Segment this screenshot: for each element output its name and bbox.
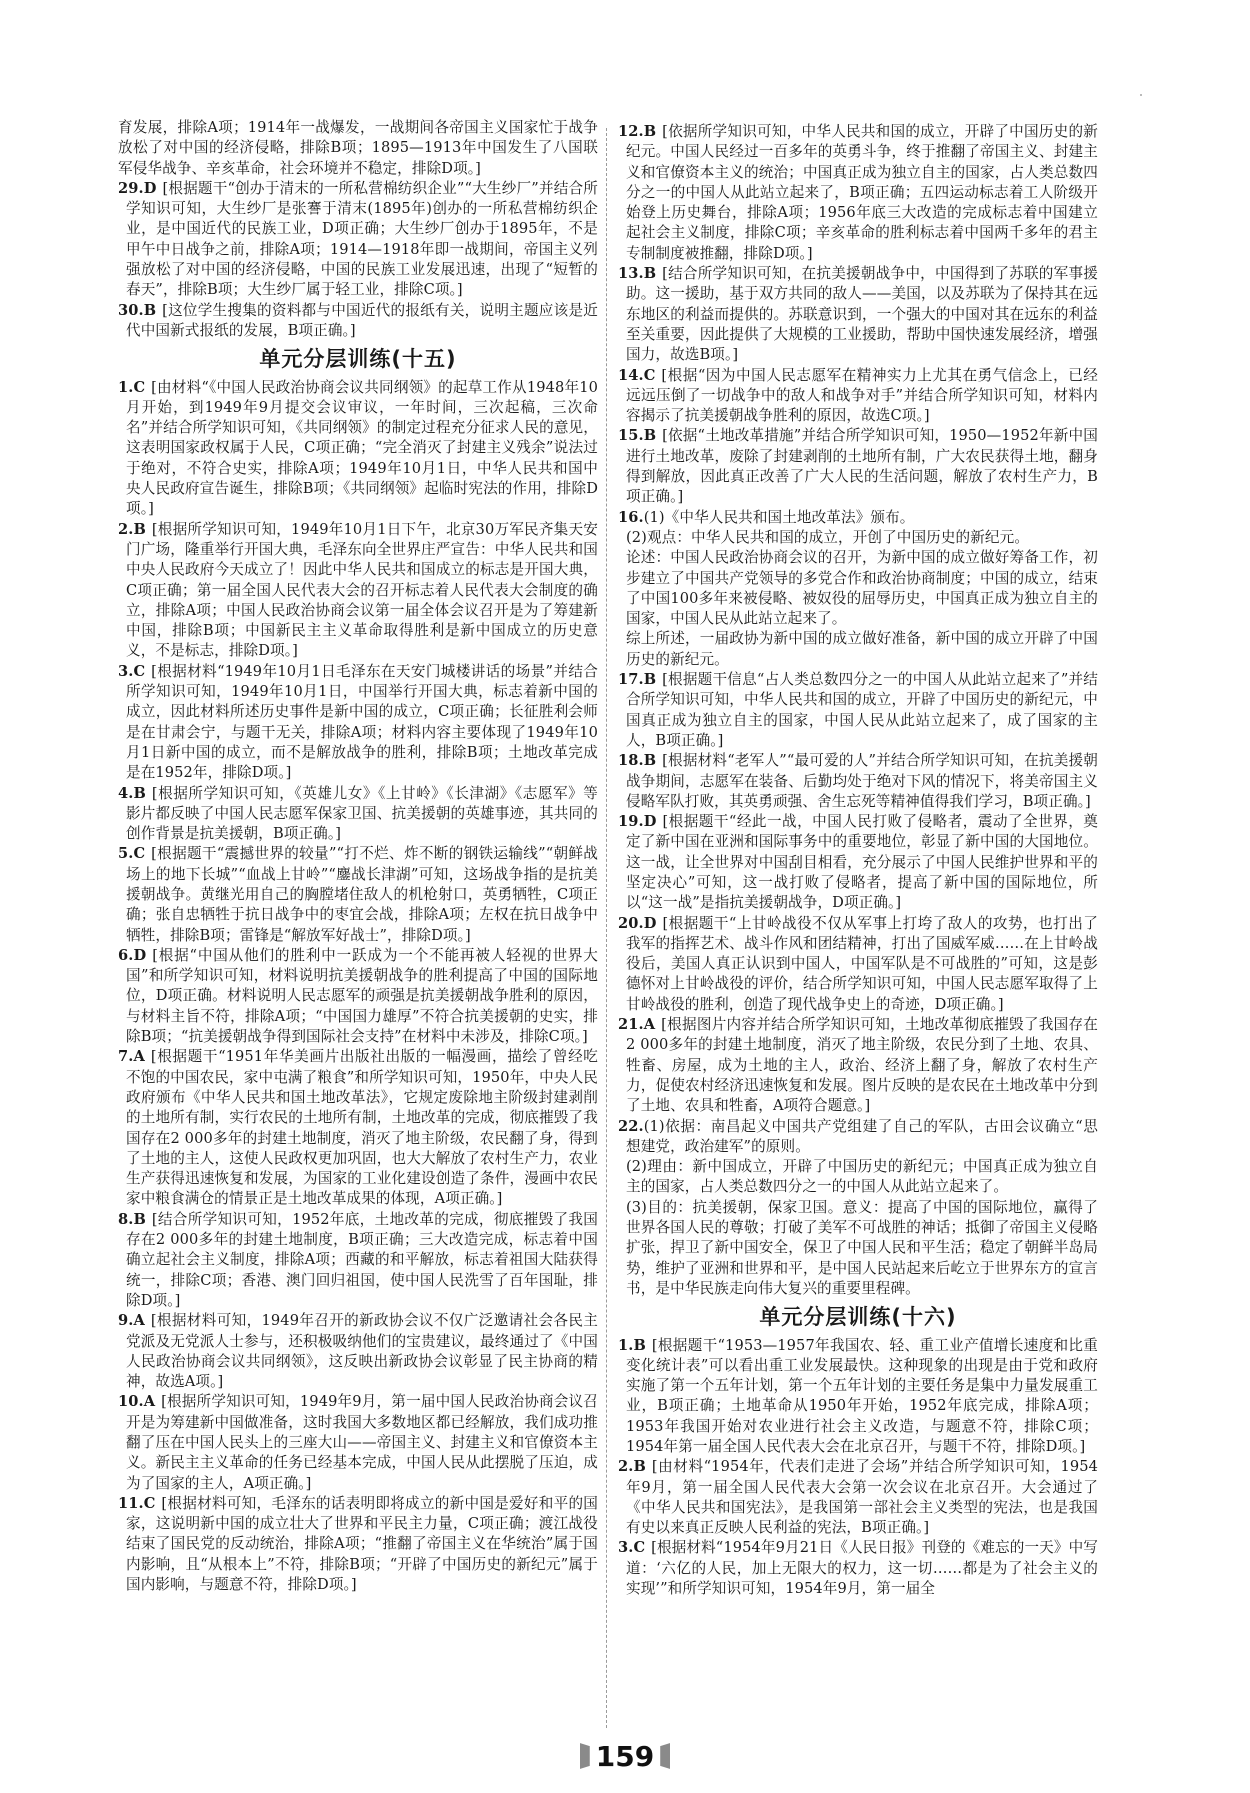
answer-item: [618, 1457, 1098, 1538]
item-number: 6.: [118, 946, 134, 964]
explanation-text: [依据所学知识可知，中华人民共和国的成立，开辟了中国历史的新纪元。中国人民经过一百多年的英勇斗争，终于推翻了帝国主义、封建主义和官僚资本主义的统治；中国真正成为独立自主的国家，占人类总数四分之一的中国人从此站立起来了，B项正确；五四运动标志着工人阶级开始登上历史舞台，排除A项；1956年底三大改造的完成标志着中国建立起社会主义制度，排除C项；辛亥革命的胜利标志着中国两千多年的君主专制制度被推翻，排除D项。]: [626, 123, 1098, 262]
item-number: 8.: [118, 1210, 134, 1228]
item-number: 30.: [118, 301, 144, 319]
item22-part1: (1)依据：南昌起义中国共产党组建了自己的军队，古田会议确立“思想建党，政治建军”的原则。: [626, 1117, 1098, 1155]
answer-letter: B: [633, 1336, 646, 1354]
carryover-paragraph: 育发展，排除A项；1914年一战爆发，一战期间各帝国主义国家忙于战争放松了对中国的经济侵略，排除B项；1895—1913年中国发生了八国联军侵华战争、辛亥革命，社会环境并不稳定，排除D项。]: [118, 119, 598, 177]
item-number: 22.: [618, 1117, 644, 1135]
item-number: 12.: [618, 123, 644, 140]
answer-letter: B: [133, 520, 146, 538]
item-number: 21.: [618, 1016, 644, 1034]
explanation-text: [根据所学知识可知，1949年9月，第一届中国人民政治协商会议召开是为筹建新中国做准备，这时我国大多数地区都已经解放，我们成功推翻了压在中国人民头上的三座大山——帝国主义、封建主义和官僚资本主义。新民主主义革命的任务已经基本完成，中国人民从此摆脱了压迫，成为了国家的主人，A项正确。]: [126, 1393, 598, 1492]
explanation-text: [根据“中国从他们的胜利中一跃成为一个不能再被人轻视的世界大国”和所学知识可知，材料说明抗美援朝战争的胜利提高了中国的国际地位，D项正确。材料说明人民志愿军的顽强是抗美援朝战争胜利的原因，与材料主旨不符，排除A项；“中国国力雄厚”不符合抗美援朝的史实，排除B项；“抗美援朝战争得到国际社会支持”在材料中未涉及，排除C项。]: [126, 946, 598, 1046]
item-number: 13.: [618, 265, 644, 283]
item22-part3: (3)目的：抗美援朝，保家卫国。意义：提高了中国的国际地位，赢得了世界各国人民的尊敬；打破了美军不可战胜的神话；抵御了帝国主义侵略扩张，捍卫了新中国安全，保卫了中国人民和平生活；稳定了朝鲜半岛局势，维护了亚洲和世界和平，是中国人民站起来后屹立于世界东方的宣言书，是中华民族走向伟大复兴的重要里程碑。: [626, 1198, 1098, 1297]
item-number: 17.: [618, 671, 644, 689]
item-number: 7.: [118, 1048, 134, 1066]
answer-item: [118, 1494, 598, 1595]
item-number: 19.: [618, 813, 644, 831]
explanation-text: [根据材料“1949年10月1日毛泽东在天安门城楼讲话的场景”并结合所学知识可知，1949年10月1日，中国举行开国大典，标志着新中国的成立，因此材料所述历史事件是新中国的成立，C项正确；长征胜利会师是在甘肃会宁，与题干无关，排除A项；材料内容主要体现了1949年10月1日新中国的成立，而不是解放战争的胜利，排除B项；土地改革完成是在1952年，排除D项。]: [126, 662, 598, 782]
answer-letter: C: [133, 845, 146, 863]
answer-item: [118, 520, 598, 662]
item-number: 3.: [118, 662, 134, 680]
right-column: [618, 122, 1098, 1599]
item-number: 29.: [118, 179, 144, 197]
item-number: 4.: [118, 784, 134, 802]
item-number: 2.: [618, 1458, 634, 1476]
answer-item-16: [618, 508, 1098, 670]
answer-list-unit14-end: [118, 179, 598, 341]
answer-list-unit15-late: [618, 670, 1098, 1117]
answer-letter: A: [133, 1048, 145, 1066]
explanation-text: [根据所学知识可知，1949年10月1日下午，北京30万军民齐集天安门广场，隆重举行开国大典，毛泽东向全世界庄严宣告：中华人民共和国中央人民政府今天成立了！因此中华人民共和国成立的标志是开国大典，C项正确；第一届全国人民代表大会的召开标志着人民代表大会制度的确立，排除A项；中国人民政治协商会议第一届全体会议召开是为了筹建新中国，排除B项；中国新民主主义革命取得胜利是新中国成立的历史意义，不是标志，排除D项。]: [126, 520, 598, 660]
answer-item: [118, 1047, 598, 1209]
item22-part2: (2)理由：新中国成立，开辟了中国历史的新纪元；中国真正成为独立自主的国家，占人类总数四分之一的中国人从此站立起来了。: [626, 1158, 1098, 1196]
page-number-right-ornament: [660, 1743, 670, 1769]
left-column: [118, 118, 598, 1595]
answer-item: [618, 264, 1098, 365]
answer-item: [118, 1311, 598, 1392]
answer-letter: B: [643, 671, 657, 689]
answer-letter: B: [133, 784, 146, 802]
answer-item: [118, 946, 598, 1047]
answer-letter: C: [633, 1539, 646, 1557]
item-number: 5.: [118, 845, 134, 863]
item-number: 15.: [618, 427, 644, 445]
explanation-text: [根据题干“震撼世界的较量”“打不烂、炸不断的钢铁运输线”“朝鲜战场上的地下长城”“血战上甘岭”“鏖战长津湖”可知，这场战争指的是抗美援朝战争。黄继光用自己的胸膛堵住敌人的机枪射口，英勇牺牲，C项正确；张自忠牺牲于抗日战争中的枣宜会战，排除A项；左权在抗日战争中牺牲，排除B项；雷锋是“解放军好战士”，排除D项。]: [126, 845, 598, 944]
item-number: 14.: [618, 366, 644, 384]
explanation-text: [根据题干信息“占人类总数四分之一的中国人从此站立起来了”并结合所学知识可知，中华人民共和国的成立，开辟了中国历史的新纪元，中国真正成为独立自主的国家，中国人民从此站立起来了，成了国家的主人，B项正确。]: [626, 671, 1098, 749]
explanation-text: [根据材料可知，1949年召开的新政协会议不仅广泛邀请社会各民主党派及无党派人士参与，还积极吸纳他们的宝贵建议，最终通过了《中国人民政治协商会议共同纲领》，这反映出新政协会议彰显了民主协商的精神，故选A项。]: [126, 1312, 598, 1391]
explanation-text: [由材料“1954年，代表们走进了会场”并结合所学知识可知，1954年9月，第一届全国人民代表大会第一次会议在北京召开。大会通过了《中华人民共和国宪法》，是我国第一部社会主义类型的宪法，也是我国有史以来真正反映人民利益的宪法，B项正确。]: [626, 1458, 1098, 1537]
explanation-text: [根据图片内容并结合所学知识可知，土地改革彻底摧毁了我国存在2 000多年的封建土地制度，消灭了地主阶级，农民分到了土地、农具、牲畜、房屋，成为土地的主人，政治、经济上翻了身，解放了农村生产力，促使农村经济迅速恢复和发展。图片反映的是农民在土地改革中分到了土地、农具和牲畜，A项符合题意。]: [626, 1016, 1098, 1115]
section-heading-unit15: 单元分层训练(十五): [259, 347, 457, 372]
item-number: 10.: [118, 1393, 144, 1411]
item-number: 20.: [618, 914, 644, 932]
explanation-text: [根据题干“经此一战，中国人民打败了侵略者，震动了全世界，奠定了新中国在亚洲和国际事务中的重要地位，彰显了新中国的大国地位。这一战，让全世界对中国刮目相看，充分展示了中国人民维护世界和平的坚定决心”可知，这一战打败了侵略者，提高了新中国的国际地位，所以“这一战”是指抗美援朝战争，D项正确。]: [626, 813, 1098, 912]
answer-item: [618, 426, 1098, 507]
item-number: 1.: [118, 378, 134, 396]
answer-list-unit15: [118, 378, 598, 1596]
page-number-text: 159: [595, 1739, 655, 1773]
answer-item: [118, 378, 598, 520]
item-number: 9.: [118, 1312, 134, 1330]
explanation-text: [根据所学知识可知，《英雄儿女》《上甘岭》《长津湖》《志愿军》等影片都反映了中国人民志愿军保家卫国、抗美援朝的英雄事迹，其共同的创作背景是抗美援朝，B项正确。]: [126, 784, 598, 843]
answer-item: [118, 662, 598, 784]
item-number: 11.: [118, 1494, 144, 1512]
explanation-text: [根据题干“1951年华美画片出版社出版的一幅漫画，描绘了曾经吃不饱的中国农民，家中屯满了粮食”和所学知识可知，1950年，中央人民政府颁布《中华人民共和国土地改革法》，它规定废除地主阶级封建剥削的土地所有制，实行农民的土地所有制，土地改革的完成，彻底摧毁了我国存在2 000多年的封建土地制度，消灭了地主阶级，农民翻了身，得到了土地的主人，这使人民政权更加巩固，也大大解放了农村生产力，农业生产获得迅速恢复和发展，为国家的工业化建设创造了条件，漫画中农民家中粮食满仓的情景正是土地改革成果的体现，A项正确。]: [126, 1048, 598, 1208]
explanation-text: [由材料“《中国人民政治协商会议共同纲领》的起草工作从1948年10月开始，到1949年9月提交会议审议，一年时间，三次起稿，三次命名”并结合所学知识可知，《共同纲领》的制定过程充分征求人民的意见，这表明国家政权属于人民，C项正确；“完全消灭了封建主义残余”说法过于绝对，不符合史实，排除A项；1949年10月1日，中华人民共和国中央人民政府宣告诞生，排除B项；《共同纲领》起临时宪法的作用，排除D项。]: [126, 378, 598, 518]
explanation-text: [根据“因为中国人民志愿军在精神实力上尤其在勇气信念上，已经远远压倒了一切战争中的敌人和战争对手”并结合所学知识可知，材料内容揭示了抗美援朝战争胜利的原因，故选C项。]: [626, 366, 1098, 425]
explanation-text: [结合所学知识可知，在抗美援朝战争中，中国得到了苏联的军事援助。这一援助，基于双方共同的敌人——美国，以及苏联为了保持其在远东地区的利益而提供的。苏联意识到，一个强大的中国对其在远东的利益至关重要，因此提供了大规模的工业援助，帮助中国快速发展经济，增强国力，故选B项。]: [626, 265, 1098, 364]
answer-item: [118, 1392, 598, 1493]
answer-list-unit15-cont: [618, 122, 1098, 508]
answer-item: [118, 1210, 598, 1311]
answer-item: [118, 301, 598, 342]
explanation-text: [根据题干“创办于清末的一所私营棉纺织企业”“大生纱厂”并结合所学知识可知，大生纱厂是张謇于清末(1895年)创办的一所私营棉纺织企业，是中国近代的民族工业，D项正确；大生纱厂创办于1895年，不是甲午中日战争之前，排除A项；1914—1918年即一战期间，帝国主义列强放松了对中国的经济侵略，中国的民族工业发展迅速，出现了“短暂的春天”，排除B项；大生纱厂属于轻工业，排除C项。]: [126, 179, 598, 299]
item-number: 3.: [618, 1539, 634, 1557]
explanation-text: [根据题干“上甘岭战役不仅从军事上打垮了敌人的攻势，也打出了我军的指挥艺术、战斗作风和团结精神，打出了国威军威……在上甘岭战役后，美国人真正认识到中国人，中国军队是不可战胜的”可知，这是彭德怀对上甘岭战役的评价，结合所学知识可知，中国人民志愿军取得了上甘岭战役的胜利，创造了现代战争史上的奇迹，D项正确。]: [626, 914, 1098, 1013]
answer-item: [618, 914, 1098, 1015]
answer-letter: B: [633, 1458, 646, 1476]
item-number: 2.: [118, 520, 134, 538]
answer-item-22: [618, 1117, 1098, 1300]
answer-letter: A: [143, 1393, 156, 1411]
answer-letter: A: [133, 1312, 145, 1330]
scan-speck: [1140, 94, 1142, 96]
item16-part4: 综上所述，一届政协为新中国的成立做好准备，新中国的成立开辟了中国历史的新纪元。: [626, 630, 1098, 668]
answer-item: [618, 1538, 1098, 1599]
answer-item: [618, 670, 1098, 751]
answer-item: [118, 844, 598, 945]
answer-letter: C: [133, 662, 146, 680]
answer-letter: B: [643, 752, 657, 770]
item-number: 1.: [618, 1336, 634, 1354]
answer-letter: D: [643, 914, 657, 932]
explanation-text: [根据题干“1953—1957年我国农、轻、重工业产值增长速度和比重变化统计表”可以看出重工业发展最快。这种现象的出现是由于党和政府实施了第一个五年计划，第一个五年计划的主要任务是集中力量发展重工业，B项正确；土地革命从1950年开始，1952年底完成，排除A项；1953年我国开始对农业进行社会主义改造，与题意不符，排除C项；1954年第一届全国人民代表大会在北京召开，与题干不符，排除D项。]: [626, 1336, 1098, 1455]
section-heading-unit16: 单元分层训练(十六): [759, 1305, 957, 1330]
column-divider: [606, 128, 607, 1728]
answer-item: [618, 366, 1098, 427]
page-number-left-ornament: [580, 1743, 590, 1769]
answer-item: [618, 1015, 1098, 1116]
answer-letter: D: [643, 813, 657, 831]
explanation-text: [根据材料“老军人”“最可爱的人”并结合所学知识可知，在抗美援朝战争期间，志愿军在装备、后勤均处于绝对下风的情况下，将美帝国主义侵略军队打败，其英勇顽强、舍生忘死等精神值得我们学习，B项正确。]: [626, 752, 1098, 810]
answer-item: [618, 751, 1098, 812]
explanation-text: [根据材料“1954年9月21日《人民日报》刊登的《难忘的一天》中写道：‘六亿的人民，加上无限大的权力，这一切……都是为了社会主义的实现’”和所学知识可知，1954年9月，第一届全: [626, 1539, 1098, 1598]
answer-item: [618, 122, 1098, 264]
item16-part3: 论述：中国人民政治协商会议的召开，为新中国的成立做好筹备工作，初步建立了中国共产党领导的多党合作和政治协商制度；中国的成立，结束了中国100多年来被侵略、被奴役的屈辱历史，中国真正成为独立自主的国家，中国人民从此站立起来了。: [626, 549, 1098, 628]
item16-part1: (1)《中华人民共和国土地改革法》颁布。: [643, 508, 915, 526]
answer-item: [618, 812, 1098, 913]
answer-letter: B: [643, 265, 657, 283]
answer-letter: B: [143, 301, 157, 319]
answer-letter: B: [133, 1210, 146, 1228]
answer-letter: C: [643, 366, 656, 384]
answer-letter: D: [133, 946, 147, 964]
answer-letter: D: [143, 179, 157, 197]
item16-part2: (2)观点：中华人民共和国的成立，开创了中国历史的新纪元。: [626, 528, 1030, 546]
answer-letter: B: [643, 427, 657, 445]
page-number: [560, 1738, 690, 1774]
answer-item: [118, 784, 598, 845]
answer-item: [618, 1336, 1098, 1458]
answer-letter: C: [133, 378, 146, 396]
answer-item: [118, 179, 598, 301]
explanation-text: [依据“土地改革措施”并结合所学知识可知，1950—1952年新中国进行土地改革，废除了封建剥削的土地所有制，广大农民获得土地，翻身得到解放，因此真正改善了广大人民的生活问题，解放了农村生产力，B项正确。]: [626, 427, 1098, 506]
item-number: 16.: [618, 508, 644, 526]
answer-letter: C: [143, 1494, 156, 1512]
explanation-text: [这位学生搜集的资料都与中国近代的报纸有关，说明主题应该是近代中国新式报纸的发展，B项正确。]: [126, 301, 598, 339]
item-number: 18.: [618, 752, 644, 770]
answer-list-unit16: [618, 1336, 1098, 1600]
explanation-text: [结合所学知识可知，1952年底，土地改革的完成，彻底摧毁了我国存在2 000多年的封建土地制度，B项正确；三大改造完成，标志着中国确立起社会主义制度，排除A项；西藏的和平解放，标志着祖国大陆获得统一，排除C项；香港、澳门回归祖国，使中国人民洗雪了百年国耻，排除D项。]: [126, 1210, 598, 1309]
answer-letter: A: [643, 1016, 656, 1034]
explanation-text: [根据材料可知，毛泽东的话表明即将成立的新中国是爱好和平的国家，这说明新中国的成立壮大了世界和平民主力量，C项正确；渡江战役结束了国民党的反动统治，排除A项；“推翻了帝国主义在华统治”属于国内影响，且“从根本上”不符，排除B项；“开辟了中国历史的新纪元”属于国内影响，与题意不符，排除D项。]: [126, 1494, 598, 1594]
answer-letter: B: [643, 123, 657, 140]
